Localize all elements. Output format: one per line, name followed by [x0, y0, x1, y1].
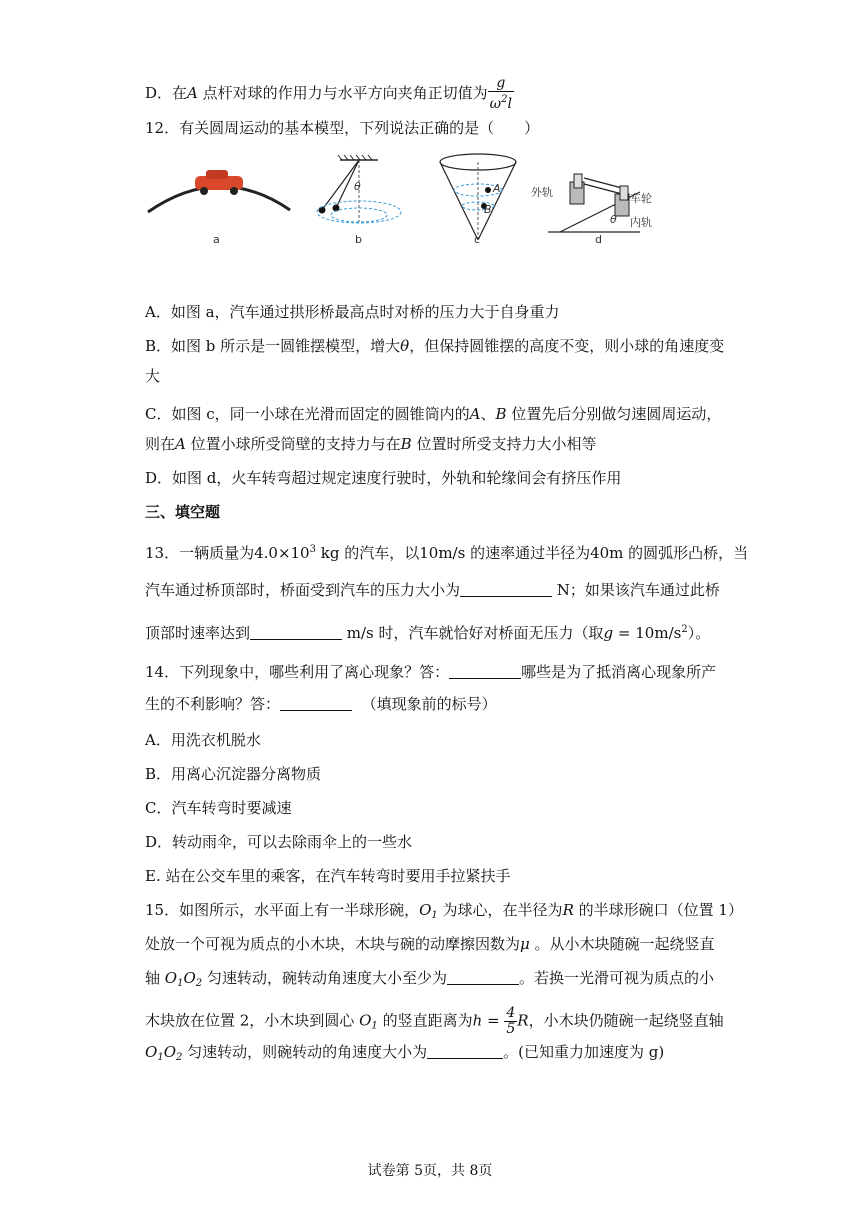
q12-option-a: A．如图 a，汽车通过拱形桥最高点时对桥的压力大于自身重力	[145, 303, 560, 321]
q13-line3: 顶部时速率达到 m/s 时，汽车就恰好对桥面无压力（取$g = 10m/s^2$）。	[145, 624, 711, 642]
q13-line2: 汽车通过桥顶部时，桥面受到汽车的压力大小为 N；如果该汽车通过此桥	[145, 581, 720, 599]
fraction-four-fifths: $\frac{4}{5}$	[506, 1005, 516, 1037]
q12-option-b-line2: 大	[145, 367, 161, 385]
q13-answer-blank-2[interactable]	[250, 625, 342, 640]
q15-line5: $O_1O_2$ 匀速转动，则碗转动的角速度大小为 。(已知重力加速度为 g)	[145, 1043, 665, 1063]
q14-option-a: A．用洗衣机脱水	[145, 731, 261, 749]
figure-d-wheel: 车轮	[630, 192, 652, 205]
q15-answer-blank-1[interactable]	[447, 970, 519, 985]
figure-label-b: b	[355, 233, 362, 246]
q15-line1: 15．如图所示，水平面上有一半球形碗，$O_1$ 为球心，在半径为R 的半球形碗口（位置 1）	[145, 901, 743, 921]
q14-line1: 14．下列现象中，哪些利用了离心现象？答： 哪些是为了抵消离心现象所产	[145, 663, 717, 681]
q14-option-b: B．用离心沉淀器分离物质	[145, 765, 322, 783]
q14-answer-blank-2[interactable]	[280, 696, 352, 711]
q14-line2: 生的不利影响？答： （填现象前的标号）	[145, 695, 497, 713]
q15-line2: 处放一个可视为质点的小木块，木块与碗的动摩擦因数为μ 。从小木块随碗一起绕竖直	[145, 935, 715, 953]
q14-option-d: D．转动雨伞，可以去除雨伞上的一些水	[145, 833, 413, 851]
figure-label-a: a	[213, 233, 220, 246]
q12-option-d: D．如图 d，火车转弯超过规定速度行驶时，外轨和轮缘间会有挤压作用	[145, 469, 622, 487]
figure-label-c: c	[474, 233, 481, 246]
q15-line3: 轴 $O_1O_2$ 匀速转动，碗转动角速度大小至少为 。若换一光滑可视为质点的小	[145, 969, 714, 989]
q12-option-c-line1: C．如图 c，同一小球在光滑而固定的圆锥筒内的A、B 位置先后分别做匀速圆周运动，	[145, 405, 722, 423]
figure-d-train-rails	[548, 174, 640, 232]
page-footer: 试卷第 5页，共 8页	[367, 1163, 493, 1179]
q14-option-e: E. 站在公交车里的乘客，在汽车转弯时要用手拉紧扶手	[145, 867, 511, 885]
q12-option-c-line2: 则在A 位置小球所受筒壁的支持力与在B 位置时所受支持力大小相等	[145, 435, 597, 453]
q15-line4: 木块放在位置 2，小木块到圆心 $O_1$ 的竖直距离为h = $\frac{4}{5}$ R，小木块仍随碗一起绕竖直轴	[145, 1005, 724, 1037]
q14-answer-blank-1[interactable]	[449, 664, 521, 679]
figure-d-inner-rail: 内轨	[630, 216, 652, 229]
fraction-g-over-omega2l: $\frac{g}{\omega^2l}$	[489, 75, 512, 112]
figure-d-theta: θ	[610, 213, 617, 226]
figure-a-arch-bridge	[148, 170, 290, 212]
q13-answer-blank-1[interactable]	[460, 582, 552, 597]
figure-b-theta: θ	[354, 180, 361, 193]
section-title-fill-in: 三、填空题	[145, 503, 221, 521]
q13-line1: 13．一辆质量为$4.0\times 10^3$ kg 的汽车，以10m/s 的速率通过半径为40m 的圆弧形凸桥，当	[145, 544, 749, 562]
q14-option-c: C．汽车转弯时要减速	[145, 799, 292, 817]
q15-answer-blank-2[interactable]	[427, 1044, 503, 1059]
q11-option-d: D．在A 点杆对球的作用力与水平方向夹角正切值为 $\frac{g}{\omega^2l}$	[145, 75, 512, 112]
figure-c-point-a: A	[493, 182, 501, 195]
q12-stem: 12．有关圆周运动的基本模型，下列说法正确的是（ ）	[145, 119, 540, 137]
figure-c-cone	[440, 154, 516, 240]
figure-label-d: d	[595, 233, 602, 246]
q12-option-b-line1: B．如图 b 所示是一圆锥摆模型，增大θ，但保持圆锥摆的高度不变，则小球的角速度变	[145, 337, 725, 355]
figure-c-point-b: B	[484, 203, 492, 216]
figure-d-outer-rail: 外轨	[531, 186, 553, 199]
